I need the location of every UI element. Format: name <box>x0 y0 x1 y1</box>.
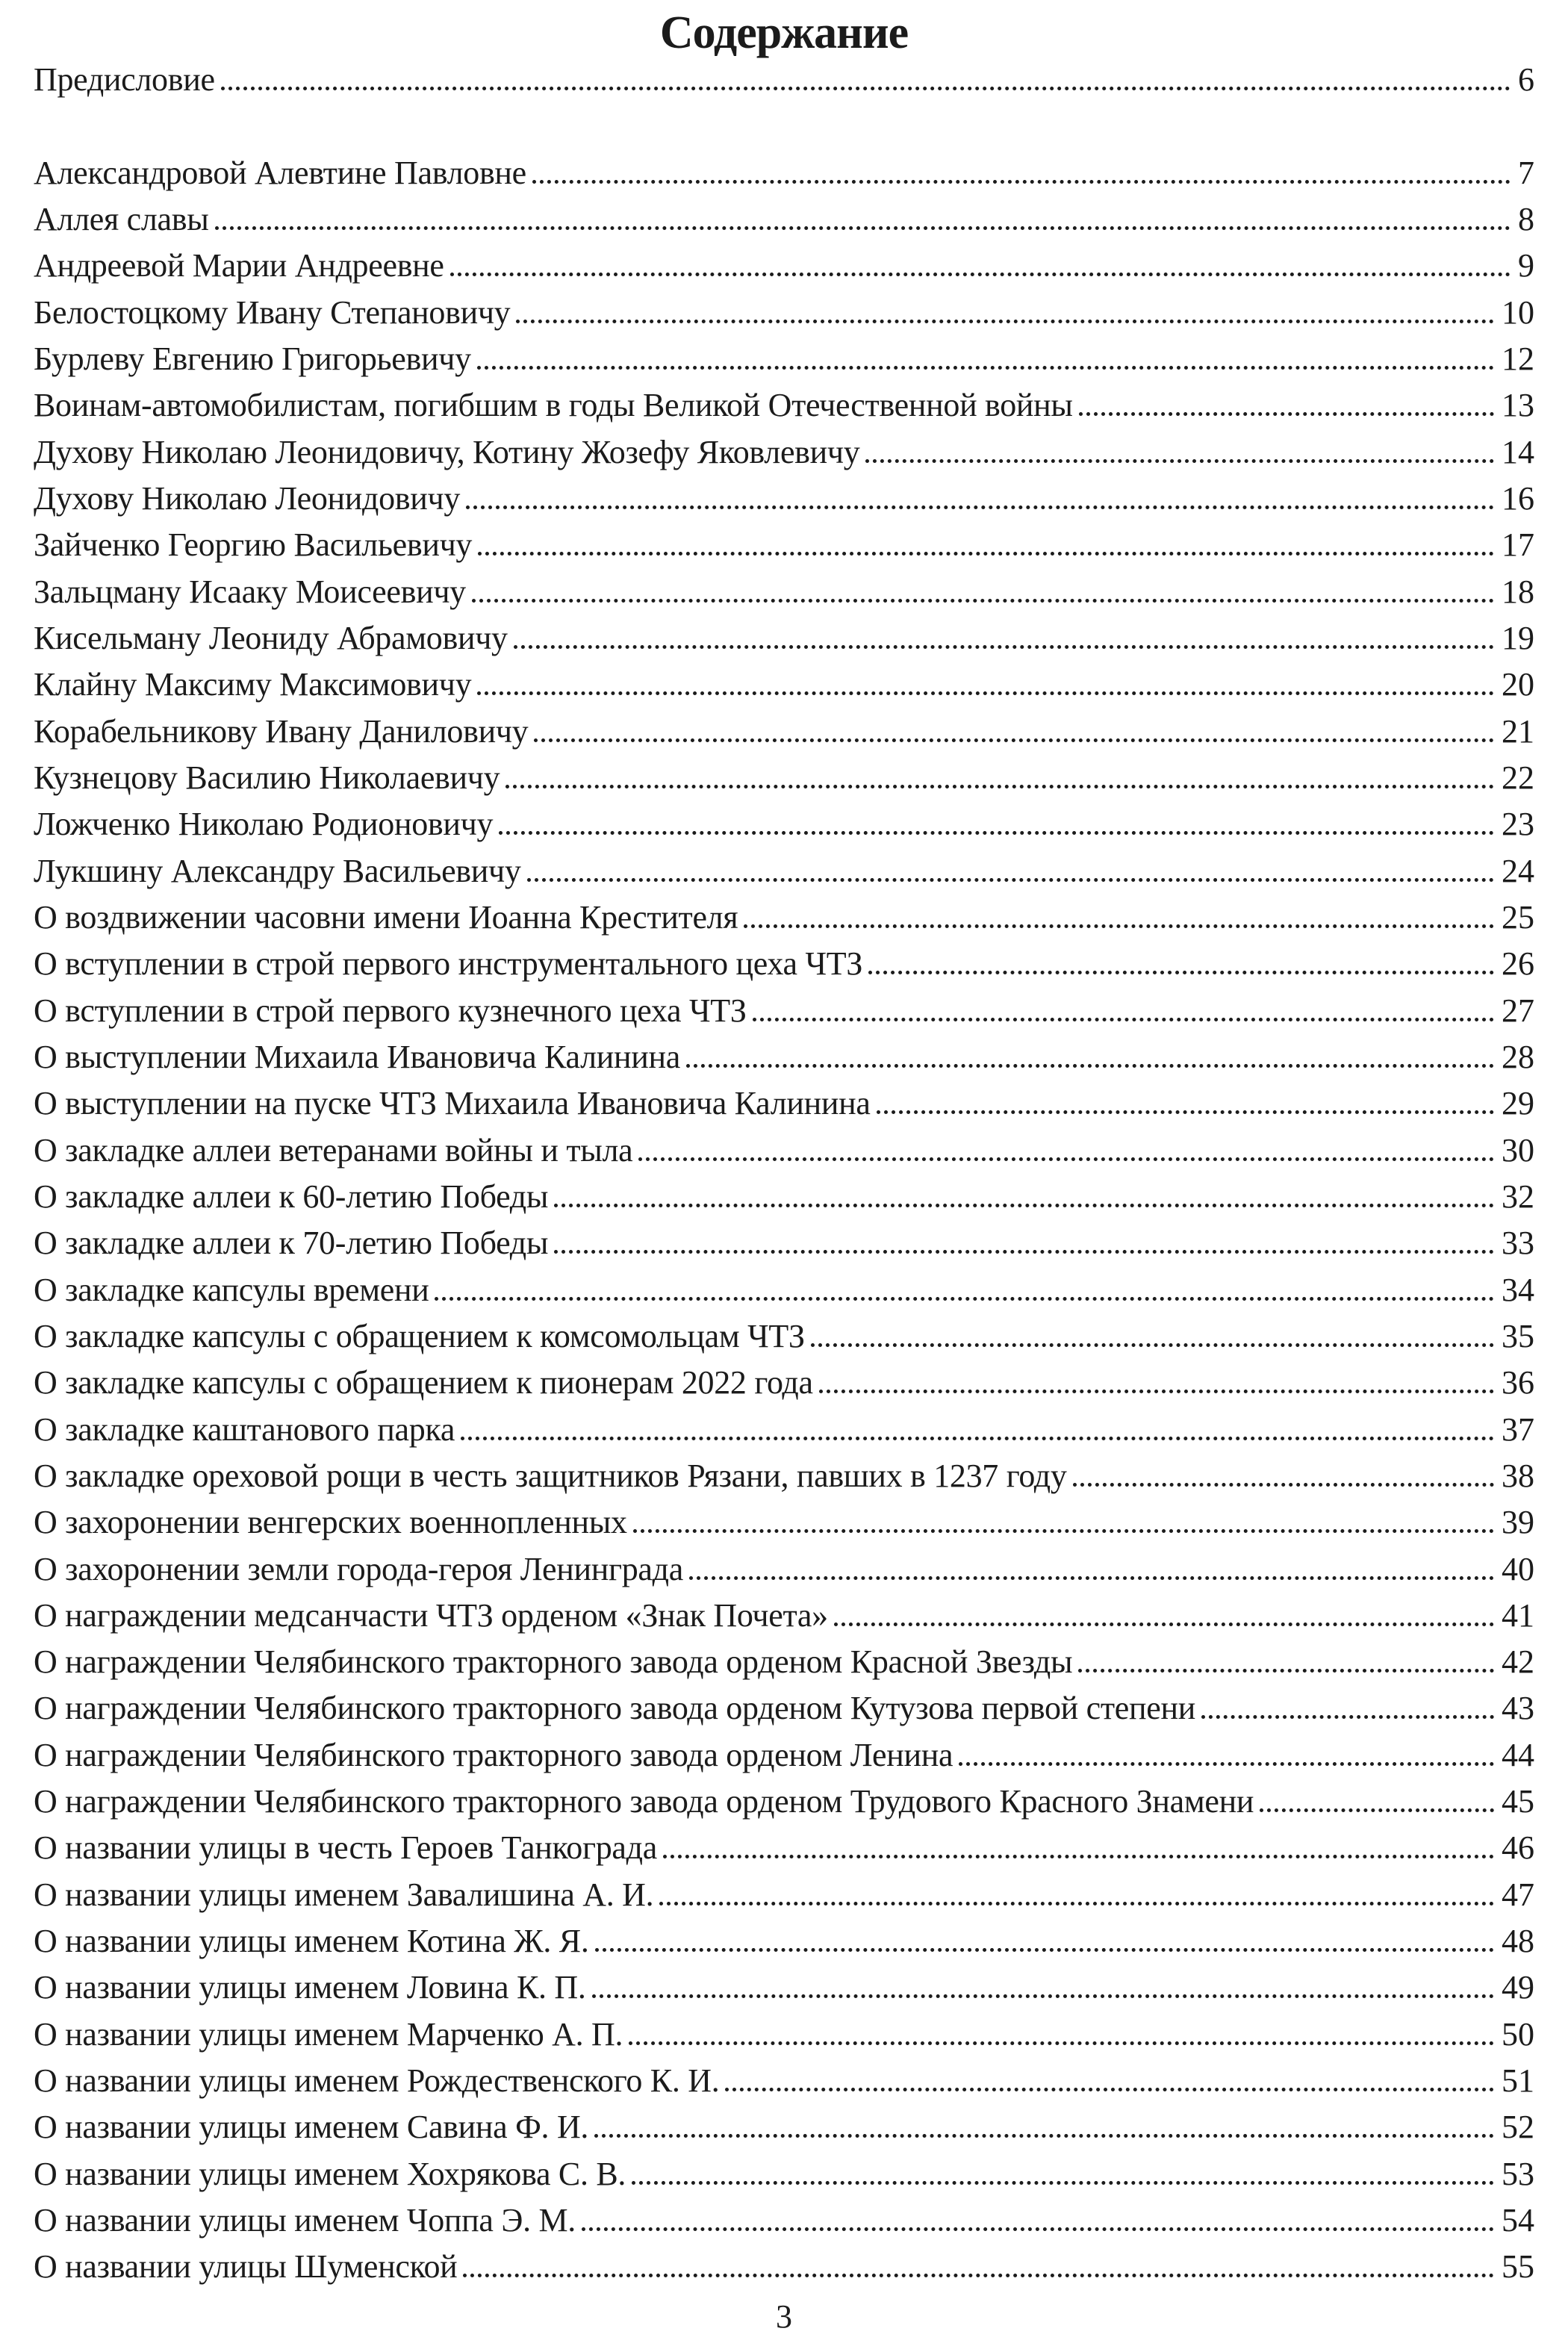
toc-entry-page-number: 22 <box>1502 759 1534 796</box>
toc-entry <box>34 196 1534 243</box>
toc-entry-title: Зальцману Исааку Моисеевичу <box>34 573 466 610</box>
toc-entry <box>34 476 1534 522</box>
toc-entry <box>34 1918 1534 1964</box>
toc-section-gap <box>34 103 1534 149</box>
toc-entry <box>34 1220 1534 1266</box>
dot-leader <box>659 1902 1494 1905</box>
toc-entry-page-number: 30 <box>1502 1131 1534 1169</box>
dot-leader <box>877 1110 1494 1114</box>
toc-entry <box>34 243 1534 289</box>
toc-entry-title: О закладке аллеи к 70-летию Победы <box>34 1225 549 1262</box>
toc-entry-title: О захоронении венгерских военнопленных <box>34 1504 627 1541</box>
toc-entry-title: Клайну Максиму Максимовичу <box>34 666 472 703</box>
dot-leader <box>554 1204 1494 1207</box>
toc-entry-title: О названии улицы именем Ловина К. П. <box>34 1969 586 2006</box>
toc-entry-title: Белостоцкому Ивану Степановичу <box>34 293 511 331</box>
dot-leader <box>689 1576 1494 1580</box>
toc-entry-page-number: 9 <box>1518 247 1534 284</box>
toc-entry <box>34 709 1534 755</box>
toc-entry-page-number: 21 <box>1502 712 1534 750</box>
toc-entry-title: О названии улицы в честь Героев Танкограда <box>34 1829 657 1867</box>
toc-entry <box>34 1546 1534 1593</box>
dot-leader <box>505 785 1494 788</box>
toc-entry-title: О закладке аллеи к 60-летию Победы <box>34 1177 549 1215</box>
toc-entry-title: О захоронении земли города-героя Ленинграда <box>34 1550 683 1587</box>
toc-entry-title: О награждении медсанчасти ЧТЗ орденом «Знак Почета» <box>34 1596 828 1634</box>
toc-entry <box>34 2197 1534 2244</box>
toc-entry-page-number: 55 <box>1502 2248 1534 2286</box>
dot-leader <box>1078 1669 1494 1673</box>
toc-entry <box>34 1779 1534 1825</box>
dot-leader <box>435 1297 1494 1301</box>
toc-entry <box>34 801 1534 847</box>
toc-entry-page-number: 41 <box>1502 1596 1534 1634</box>
toc-entry <box>34 895 1534 941</box>
dot-leader <box>450 273 1511 276</box>
toc-entry <box>34 1453 1534 1499</box>
toc-entry-page-number: 29 <box>1502 1085 1534 1122</box>
toc-entry <box>34 382 1534 429</box>
toc-entry-page-number: 45 <box>1502 1783 1534 1820</box>
dot-leader <box>959 1762 1494 1766</box>
toc-entry-title: О названии улицы Шуменской <box>34 2248 458 2286</box>
toc-entry <box>34 615 1534 662</box>
toc-entry <box>34 429 1534 476</box>
dot-leader <box>1260 1808 1494 1812</box>
toc-entry-page-number: 6 <box>1518 61 1534 98</box>
dot-leader <box>554 1250 1494 1254</box>
toc-entry-page-number: 52 <box>1502 2109 1534 2146</box>
dot-leader <box>477 691 1494 695</box>
toc-entry-page-number: 18 <box>1502 573 1534 610</box>
toc-entry-title: Кузнецову Василию Николаевичу <box>34 759 500 796</box>
toc-entry-title: Аллея славы <box>34 200 209 237</box>
toc-entry <box>34 1267 1534 1313</box>
toc-entry-title: О названии улицы именем Завалишина А. И. <box>34 1876 654 1913</box>
toc-entry-title: О награждении Челябинского тракторного завода орденом Ленина <box>34 1736 953 1773</box>
toc-entry <box>34 1407 1534 1453</box>
toc-entry-title: О названии улицы именем Чоппа Э. М. <box>34 2202 576 2239</box>
toc-entry-title: О выступлении Михаила Ивановича Калинина <box>34 1038 681 1075</box>
toc-entry <box>34 290 1534 336</box>
dot-leader <box>868 971 1494 974</box>
toc-entry <box>34 336 1534 382</box>
dot-leader <box>592 1994 1494 1998</box>
dot-leader <box>1079 412 1494 416</box>
toc-entry-title: О награждении Челябинского тракторного завода орденом Трудового Красного Знамени <box>34 1783 1254 1820</box>
toc-entry-title: Духову Николаю Леонидовичу <box>34 479 461 517</box>
toc-entry-page-number: 8 <box>1518 200 1534 237</box>
toc-entry <box>34 1825 1534 1871</box>
toc-entry-title: Бурлеву Евгению Григорьевичу <box>34 340 471 377</box>
dot-leader <box>834 1623 1494 1626</box>
dot-leader <box>472 599 1494 603</box>
toc-entry-title: О закладке капсулы с обращением к комсомольцам ЧТЗ <box>34 1317 805 1354</box>
toc-entry-page-number: 49 <box>1502 1969 1534 2006</box>
toc-entry-page-number: 50 <box>1502 2015 1534 2053</box>
toc-entry-title: О закладке капсулы с обращением к пионерам 2022 года <box>34 1364 813 1401</box>
toc-entry-title: О награждении Челябинского тракторного завода орденом Красной Звезды <box>34 1643 1073 1681</box>
dot-leader <box>725 2088 1494 2091</box>
toc-entry-title: О вступлении в строй первого инструментального цеха ЧТЗ <box>34 945 863 983</box>
dot-leader <box>499 831 1494 835</box>
dot-leader <box>744 924 1494 928</box>
toc-entry-title: О закладке аллеи ветеранами войны и тыла <box>34 1131 633 1169</box>
dot-leader <box>686 1064 1494 1068</box>
toc-entry-title: О названии улицы именем Хохрякова С. В. <box>34 2155 626 2192</box>
toc-entry <box>34 1732 1534 1779</box>
dot-leader <box>1201 1715 1494 1719</box>
toc-entry-page-number: 17 <box>1502 526 1534 564</box>
toc-entry <box>34 1872 1534 1918</box>
toc-entry-page-number: 39 <box>1502 1504 1534 1541</box>
dot-leader <box>865 459 1494 463</box>
toc-entry-page-number: 54 <box>1502 2202 1534 2239</box>
toc-entry-page-number: 53 <box>1502 2155 1534 2192</box>
toc-entry-title: О закладке ореховой рощи в честь защитников Рязани, павших в 1237 году <box>34 1457 1067 1494</box>
dot-leader <box>582 2227 1494 2231</box>
toc-entry <box>34 988 1534 1034</box>
toc-entry-title: О воздвижении часовни имени Иоанна Крестителя <box>34 898 738 936</box>
dot-leader <box>633 1529 1494 1533</box>
dot-leader <box>466 505 1494 509</box>
toc-entry-title: О названии улицы именем Рождественского К. И. <box>34 2062 720 2100</box>
toc-entry <box>34 1593 1534 1639</box>
toc-entry-page-number: 14 <box>1502 433 1534 470</box>
toc-entry-page-number: 16 <box>1502 479 1534 517</box>
toc-entry <box>34 2244 1534 2290</box>
toc-entry-page-number: 24 <box>1502 852 1534 889</box>
toc-entry-title: О выступлении на пуске ЧТЗ Михаила Ивановича Калинина <box>34 1085 871 1122</box>
toc-entry-page-number: 37 <box>1502 1410 1534 1448</box>
dot-leader <box>629 2041 1494 2045</box>
dot-leader <box>1073 1483 1494 1487</box>
toc-entry <box>34 2058 1534 2104</box>
toc-entry-page-number: 27 <box>1502 992 1534 1029</box>
toc-entry-page-number: 47 <box>1502 1876 1534 1913</box>
toc-entry-page-number: 42 <box>1502 1643 1534 1681</box>
toc-entry <box>34 2104 1534 2150</box>
toc-entry <box>34 1360 1534 1406</box>
toc-entry <box>34 1639 1534 1685</box>
toc-entry <box>34 1174 1534 1220</box>
toc-entry <box>34 1080 1534 1127</box>
toc-entry <box>34 569 1534 615</box>
toc-entry-page-number: 25 <box>1502 898 1534 936</box>
toc-entry <box>34 755 1534 801</box>
toc-entry-page-number: 28 <box>1502 1038 1534 1075</box>
toc-entry-page-number: 36 <box>1502 1364 1534 1401</box>
toc-entry-title: Духову Николаю Леонидовичу, Котину Жозефу Яковлевичу <box>34 433 860 470</box>
dot-leader <box>753 1018 1494 1021</box>
dot-leader <box>221 87 1511 90</box>
dot-leader <box>463 2274 1494 2277</box>
toc-entry-page-number: 26 <box>1502 945 1534 983</box>
toc-entry <box>34 1127 1534 1174</box>
toc-entry <box>34 848 1534 895</box>
dot-leader <box>461 1437 1494 1440</box>
dot-leader <box>514 645 1494 649</box>
toc-entry-title: О названии улицы именем Марченко А. П. <box>34 2015 623 2053</box>
toc-entry <box>34 1313 1534 1360</box>
toc-entry-title: О названии улицы именем Савина Ф. И. <box>34 2109 589 2146</box>
toc-entry-page-number: 19 <box>1502 619 1534 656</box>
toc-entry-page-number: 20 <box>1502 666 1534 703</box>
toc-entry-page-number: 44 <box>1502 1736 1534 1773</box>
toc-entry <box>34 1034 1534 1080</box>
toc-entry-title: О названии улицы именем Котина Ж. Я. <box>34 1923 589 1960</box>
toc-entry-page-number: 23 <box>1502 806 1534 843</box>
toc-entry-page-number: 10 <box>1502 293 1534 331</box>
toc-entry <box>34 1964 1534 2011</box>
dot-leader <box>594 2134 1494 2138</box>
toc-entry-title: Корабельникову Ивану Даниловичу <box>34 712 529 750</box>
toc-entry-title: О закладке каштанового парка <box>34 1410 455 1448</box>
toc-entry-page-number: 48 <box>1502 1923 1534 1960</box>
toc-entry-page-number: 32 <box>1502 1177 1534 1215</box>
toc-entry <box>34 57 1534 103</box>
dot-leader <box>663 1855 1494 1858</box>
dot-leader <box>527 878 1494 882</box>
dot-leader <box>516 320 1494 323</box>
toc-entry <box>34 1685 1534 1732</box>
toc-entry-title: Воинам-автомобилистам, погибшим в годы Великой Отечественной войны <box>34 387 1073 424</box>
toc-entry-page-number: 40 <box>1502 1550 1534 1587</box>
toc-entry-title: Предисловие <box>34 61 215 98</box>
dot-leader <box>819 1390 1494 1393</box>
footer-page-number: 3 <box>776 2298 792 2335</box>
dot-leader <box>215 226 1511 230</box>
toc-entry-title: Кисельману Леониду Абрамовичу <box>34 619 508 656</box>
toc-entry <box>34 662 1534 708</box>
page-title: Содержание <box>659 7 909 58</box>
toc-entry-page-number: 7 <box>1518 154 1534 191</box>
toc-entry-title: Лукшину Александру Васильевичу <box>34 852 521 889</box>
toc-entry <box>34 150 1534 196</box>
dot-leader <box>595 1948 1494 1952</box>
dot-leader <box>478 552 1494 556</box>
toc-entry <box>34 522 1534 568</box>
dot-leader <box>638 1157 1494 1161</box>
toc-entry-page-number: 12 <box>1502 340 1534 377</box>
toc-entry-page-number: 51 <box>1502 2062 1534 2100</box>
toc-entry-title: Александровой Алевтине Павловне <box>34 154 526 191</box>
toc-entry-page-number: 34 <box>1502 1271 1534 1308</box>
dot-leader <box>532 180 1511 184</box>
dot-leader <box>632 2181 1494 2185</box>
toc-entry-page-number: 13 <box>1502 387 1534 424</box>
toc-entry-title: О закладке капсулы времени <box>34 1271 429 1308</box>
toc-entry-page-number: 38 <box>1502 1457 1534 1494</box>
toc-entry <box>34 1499 1534 1546</box>
toc-entry-page-number: 46 <box>1502 1829 1534 1867</box>
dot-leader <box>534 738 1494 742</box>
toc-entry-title: О вступлении в строй первого кузнечного цеха ЧТЗ <box>34 992 747 1029</box>
toc-entry <box>34 941 1534 987</box>
toc-entry-title: О награждении Челябинского тракторного завода орденом Кутузова первой степени <box>34 1690 1195 1727</box>
toc-entry-title: Зайченко Георгию Васильевичу <box>34 526 473 564</box>
dot-leader <box>477 366 1494 370</box>
toc-entry-page-number: 35 <box>1502 1317 1534 1354</box>
toc-entry-title: Ложченко Николаю Родионовичу <box>34 806 494 843</box>
toc-entry-page-number: 43 <box>1502 1690 1534 1727</box>
toc-entry-page-number: 33 <box>1502 1225 1534 1262</box>
toc-entry-title: Андреевой Марии Андреевне <box>34 247 444 284</box>
toc-entry <box>34 2151 1534 2197</box>
toc-list <box>34 57 1534 2291</box>
toc-entry <box>34 2012 1534 2058</box>
dot-leader <box>811 1343 1494 1347</box>
